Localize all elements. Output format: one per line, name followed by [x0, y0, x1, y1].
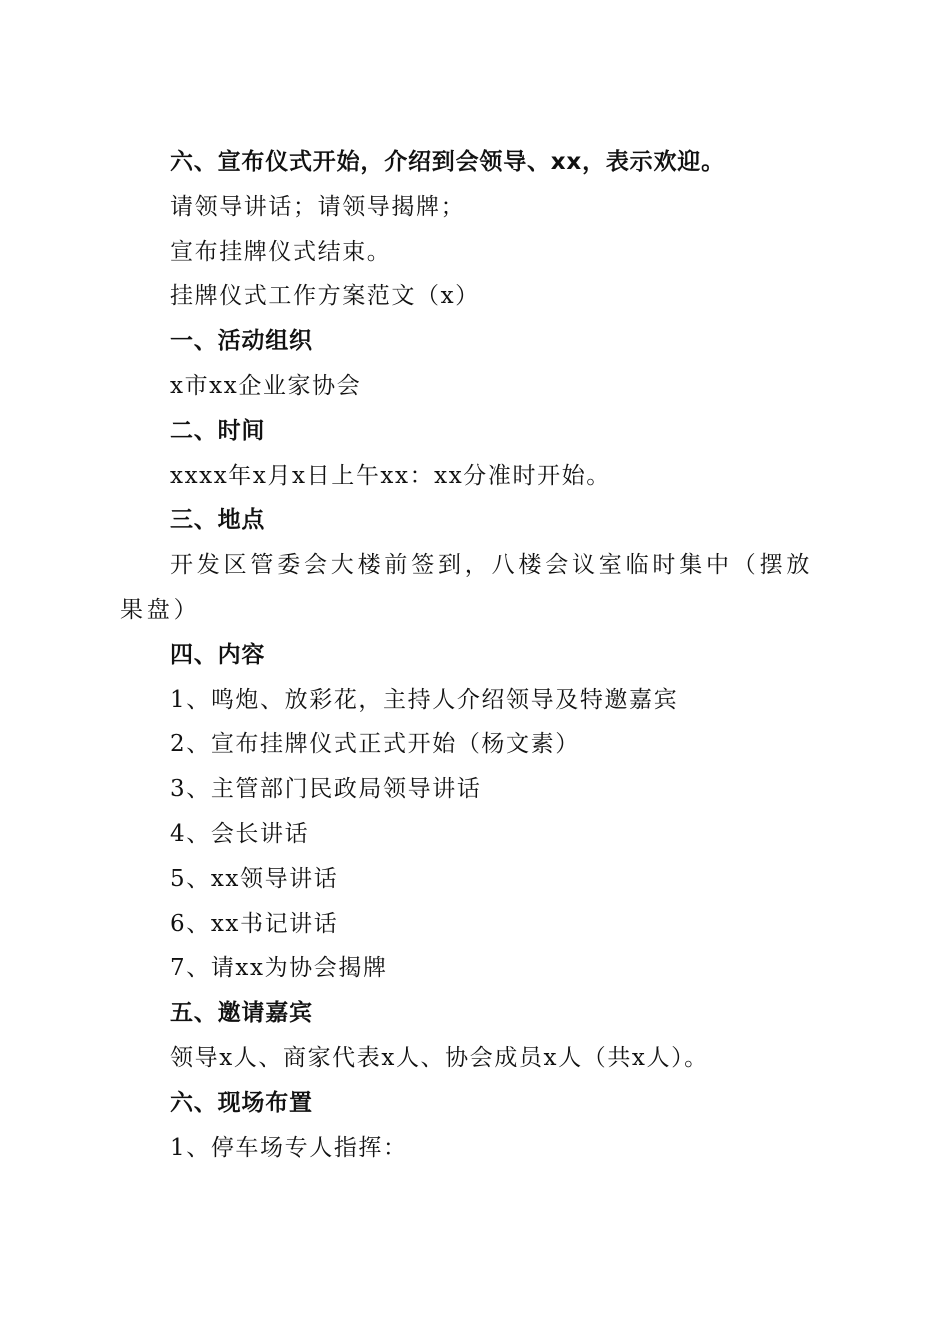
paragraph-speech-unveil: 请领导讲话；请领导揭牌； [170, 193, 466, 220]
document-body [120, 140, 832, 1170]
list-item-setup-1: 1、停车场专人指挥： [170, 1134, 408, 1161]
heading-guests: 五、邀请嘉宾 [170, 1000, 313, 1027]
list-item-content-1: 1、鸣炮、放彩花，主持人介绍领导及特邀嘉宾 [170, 686, 679, 713]
document-subtitle: 挂牌仪式工作方案范文（x） [170, 283, 480, 310]
paragraph-location: 开发区管委会大楼前签到，八楼会议室临时集中（摆放果盘） [120, 552, 814, 623]
list-item-content-7: 7、请xx为协会揭牌 [170, 955, 388, 982]
list-item-content-3: 3、主管部门民政局领导讲话 [170, 776, 482, 803]
list-item-content-5: 5、xx领导讲话 [170, 865, 339, 892]
heading-ceremony-start: 六、宣布仪式开始，介绍到会领导、xx，表示欢迎。 [170, 149, 725, 175]
paragraph-time: xxxx年x月x日上午xx：xx分准时开始。 [170, 462, 611, 489]
heading-organizer: 一、活动组织 [170, 328, 313, 355]
paragraph-organizer: x市xx企业家协会 [170, 372, 362, 399]
heading-content: 四、内容 [170, 641, 266, 668]
heading-venue-setup: 六、现场布置 [170, 1089, 313, 1116]
list-item-content-4: 4、会长讲话 [170, 820, 310, 847]
list-item-content-2: 2、宣布挂牌仪式正式开始（杨文素） [170, 731, 580, 758]
heading-time: 二、时间 [170, 417, 266, 444]
paragraph-ceremony-end: 宣布挂牌仪式结束。 [170, 238, 392, 265]
heading-location: 三、地点 [170, 507, 266, 534]
list-item-content-6: 6、xx书记讲话 [170, 910, 339, 937]
paragraph-guests: 领导x人、商家代表x人、协会成员x人（共x人）。 [170, 1044, 709, 1071]
